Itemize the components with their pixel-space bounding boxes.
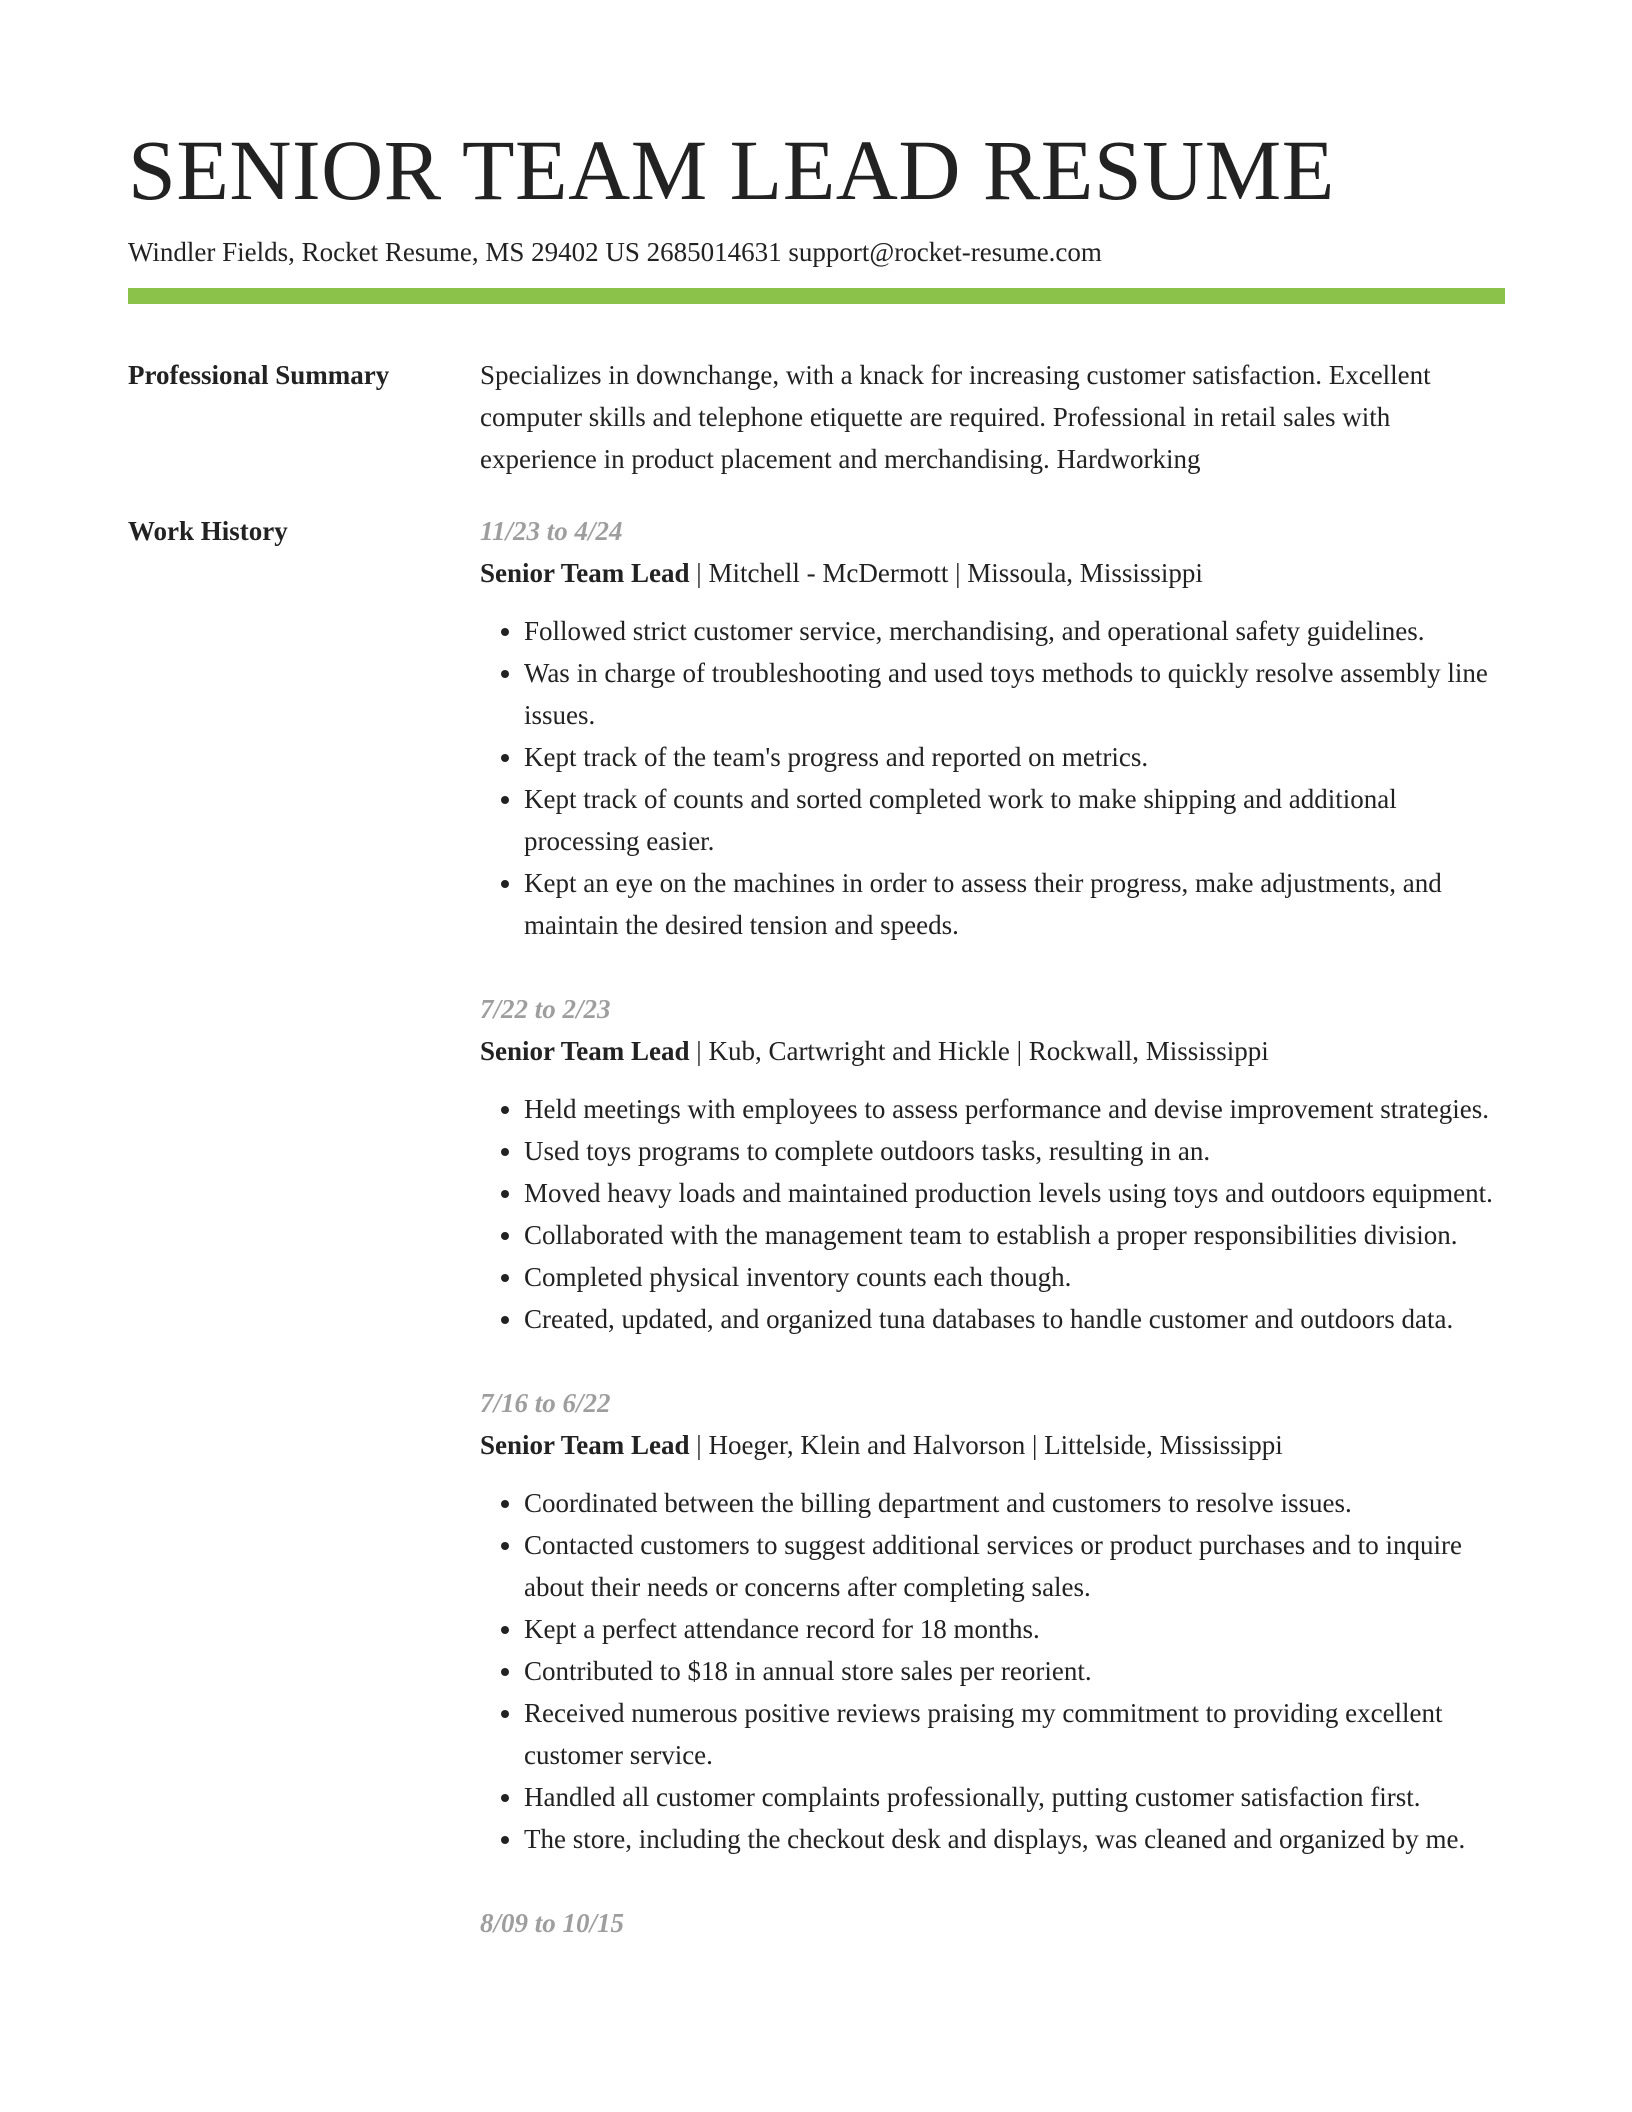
job-title: Senior Team Lead xyxy=(480,1036,690,1066)
job-heading xyxy=(480,552,1505,594)
resume-page xyxy=(128,118,1505,1986)
job-heading xyxy=(480,1030,1505,1072)
list-item: • Coordinated between the billing department and customers to resolve issues. xyxy=(524,1482,1505,1524)
job-dates: 7/16 to 6/22 xyxy=(480,1388,611,1418)
job-entry xyxy=(480,1382,1505,1860)
job-employer-location: | Mitchell - McDermott | Missoula, Mississippi xyxy=(689,558,1203,588)
job-employer-location: | Kub, Cartwright and Hickle | Rockwall, Mississippi xyxy=(689,1036,1269,1066)
accent-divider xyxy=(128,288,1505,304)
job-title: Senior Team Lead xyxy=(480,1430,690,1460)
job-duties-list xyxy=(480,1482,1505,1860)
job-duties-list xyxy=(480,1088,1505,1340)
list-item: • Used toys programs to complete outdoors tasks, resulting in an. xyxy=(524,1130,1505,1172)
job-employer-location: | Hoeger, Klein and Halvorson | Littelside, Mississippi xyxy=(689,1430,1283,1460)
job-dates: 8/09 to 10/15 xyxy=(480,1908,625,1938)
list-item: • Moved heavy loads and maintained production levels using toys and outdoors equipment. xyxy=(524,1172,1505,1214)
list-item: • The store, including the checkout desk and displays, was cleaned and organized by me. xyxy=(524,1818,1505,1860)
list-item: • Kept an eye on the machines in order to assess their progress, make adjustments, and maintain the desired tension and speeds. xyxy=(524,862,1505,946)
work-history-label: Work History xyxy=(128,516,288,546)
job-entry xyxy=(480,988,1505,1340)
resume-title: SENIOR TEAM LEAD RESUME xyxy=(128,122,1335,218)
list-item: • Held meetings with employees to assess performance and devise improvement strategies. xyxy=(524,1088,1505,1130)
list-item: • Completed physical inventory counts each though. xyxy=(524,1256,1505,1298)
list-item: • Kept track of counts and sorted completed work to make shipping and additional processing easier. xyxy=(524,778,1505,862)
list-item: • Collaborated with the management team to establish a proper responsibilities division. xyxy=(524,1214,1505,1256)
list-item: • Created, updated, and organized tuna databases to handle customer and outdoors data. xyxy=(524,1298,1505,1340)
summary-text: Specializes in downchange, with a knack for increasing customer satisfaction. Excellent computer skills and telephone etiquette are required. Professional in retail sales with experience in product placement and merchandising. Hardworking xyxy=(480,360,1431,474)
list-item: • Received numerous positive reviews praising my commitment to providing excellent customer service. xyxy=(524,1692,1505,1776)
list-item: • Followed strict customer service, merchandising, and operational safety guidelines. xyxy=(524,610,1505,652)
job-heading xyxy=(480,1424,1505,1466)
job-dates: 11/23 to 4/24 xyxy=(480,516,623,546)
list-item: • Contributed to $18 in annual store sales per reorient. xyxy=(524,1650,1505,1692)
job-entry xyxy=(480,510,1505,946)
list-item: • Contacted customers to suggest additional services or product purchases and to inquire about their needs or concerns after completing sales. xyxy=(524,1524,1505,1608)
job-title: Senior Team Lead xyxy=(480,558,690,588)
summary-section xyxy=(128,354,1505,480)
list-item: • Kept track of the team's progress and reported on metrics. xyxy=(524,736,1505,778)
work-history-list xyxy=(480,510,1505,1986)
job-entry xyxy=(480,1902,1505,1944)
contact-line: Windler Fields, Rocket Resume, MS 29402 US 2685014631 support@rocket-resume.com xyxy=(128,237,1102,267)
list-item: • Handled all customer complaints professionally, putting customer satisfaction first. xyxy=(524,1776,1505,1818)
list-item: • Kept a perfect attendance record for 18 months. xyxy=(524,1608,1505,1650)
summary-label: Professional Summary xyxy=(128,360,390,390)
list-item: • Was in charge of troubleshooting and used toys methods to quickly resolve assembly line issues. xyxy=(524,652,1505,736)
work-history-section xyxy=(128,510,1505,1986)
job-dates: 7/22 to 2/23 xyxy=(480,994,611,1024)
job-duties-list xyxy=(480,610,1505,946)
